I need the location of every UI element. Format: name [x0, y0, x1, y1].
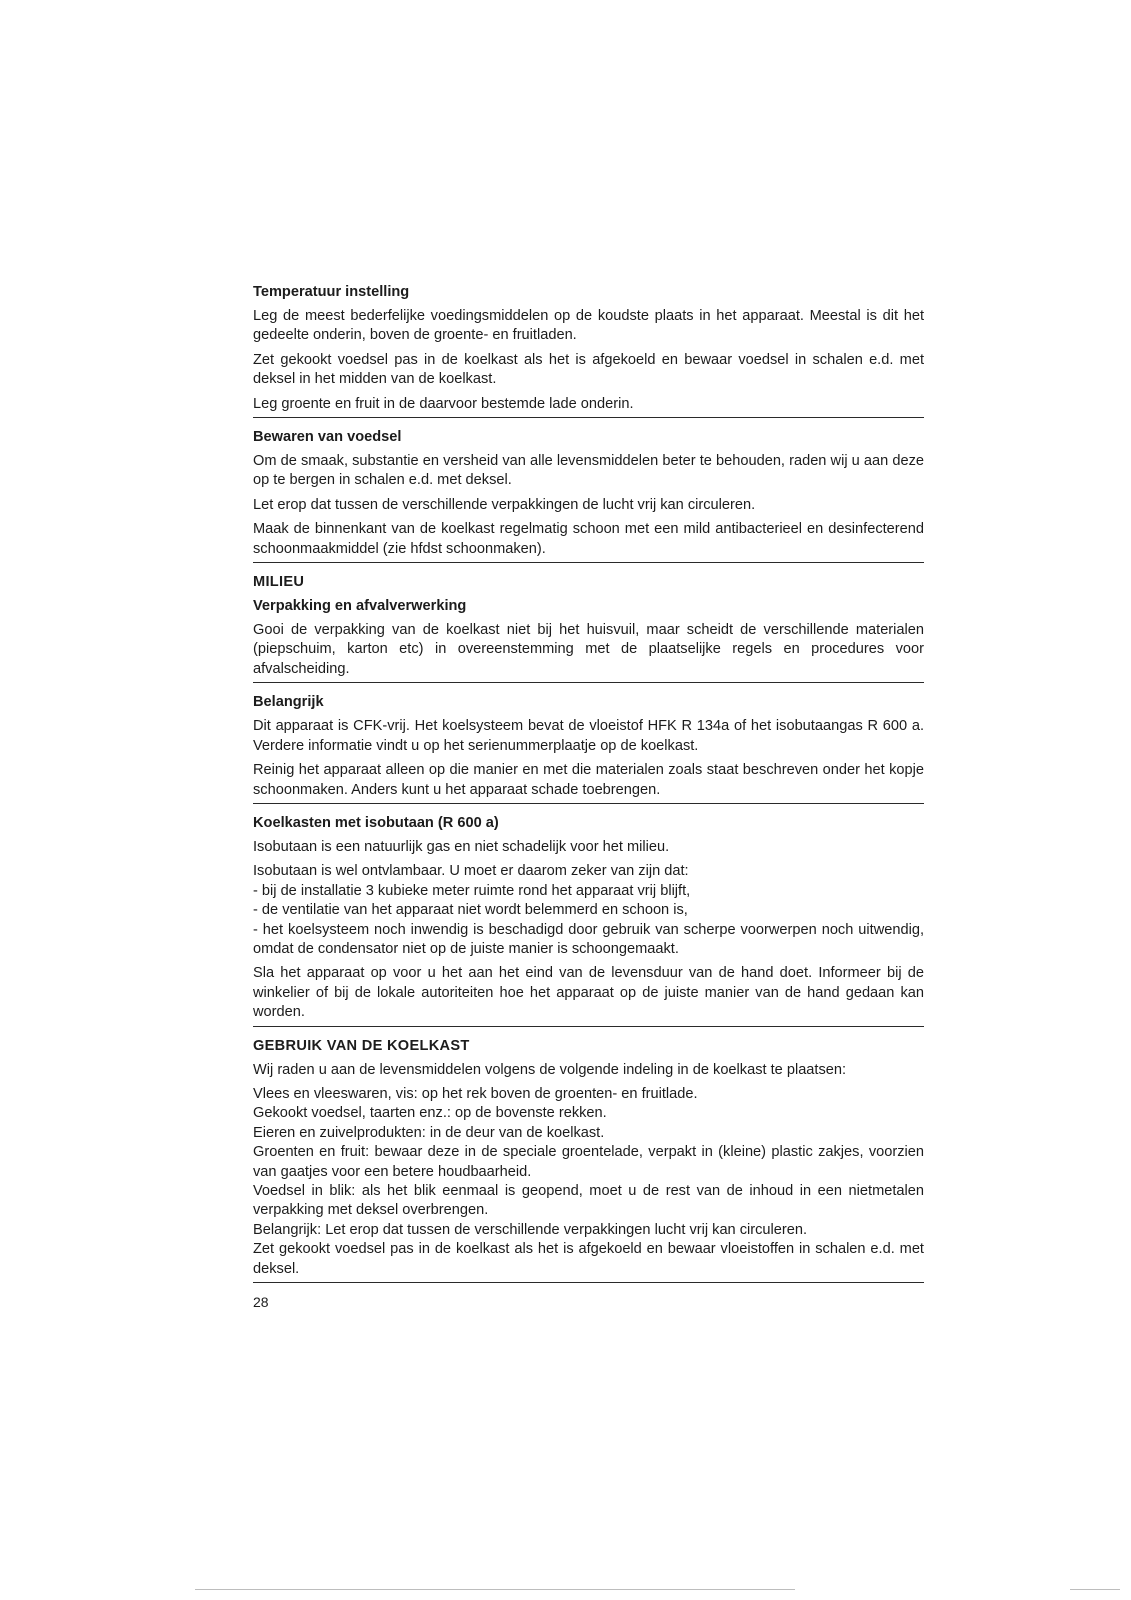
paragraph: Leg groente en fruit in de daarvoor bestemde lade onderin. [253, 395, 634, 412]
section-koelkasten-met-isobutaan [253, 814, 924, 1027]
section-temperatuur-instelling [253, 283, 924, 418]
line-group [253, 1085, 924, 1279]
paragraph: Wij raden u aan de levensmiddelen volgens de volgende indeling in de koelkast te plaatsen: [253, 1061, 847, 1078]
section-bewaren-van-voedsel [253, 428, 924, 563]
text-line: Gekookt voedsel, taarten enz.: op de bovenste rekken. [253, 1105, 607, 1122]
main-heading: GEBRUIK VAN DE KOELKAST [253, 1037, 470, 1054]
paragraph: Maak de binnenkant van de koelkast regelmatig schoon met een mild antibacterieel en desinfecterend schoonmaakmiddel (zie hfdst schoonmaken). [253, 521, 924, 557]
section-milieu [253, 573, 924, 592]
paragraph: Sla het apparaat op voor u het aan het eind van de levensduur van de hand doet. Informeer bij de winkelier of bij de lokale autoriteiten hoe het apparaat op de juiste manier van de hand gedaan kan worden. [253, 965, 924, 1021]
scan-edge-line [195, 1589, 795, 1590]
main-heading: MILIEU [253, 574, 305, 591]
paragraph: Dit apparaat is CFK-vrij. Het koelsysteem bevat de vloeistof HFK R 134a of het isobutaangas R 600 a. Verdere informatie vindt u op het serienummerplaatje op de koelkast. [253, 718, 924, 754]
paragraph: Isobutaan is een natuurlijk gas en niet schadelijk voor het milieu. [253, 838, 670, 855]
text-line: Zet gekookt voedsel pas in de koelkast als het is afgekoeld en bewaar vloeistoffen in schalen e.d. met deksel. [253, 1241, 924, 1277]
paragraph: Om de smaak, substantie en versheid van alle levensmiddelen beter te behouden, raden wij u aan deze op te bergen in schalen e.d. met deksel. [253, 453, 924, 489]
section-verpakking-en-afvalverwerking [253, 597, 924, 683]
text-line: Isobutaan is wel ontvlambaar. U moet er daarom zeker van zijn dat: [253, 863, 689, 880]
section-heading: Temperatuur instelling [253, 284, 410, 300]
paragraph: Gooi de verpakking van de koelkast niet bij het huisvuil, maar scheidt de verschillende materialen (piepschuim, karton etc) in overeenstemming met de plaatselijke regels en procedures voor afvalscheiding. [253, 622, 924, 677]
paragraph: Zet gekookt voedsel pas in de koelkast als het is afgekoeld en bewaar voedsel in schalen e.d. met deksel in het midden van de koelkast. [253, 351, 924, 388]
text-line: Vlees en vleeswaren, vis: op het rek boven de groenten- en fruitlade. [253, 1085, 698, 1102]
text-line: Belangrijk: Let erop dat tussen de verschillende verpakkingen lucht vrij kan circuleren. [253, 1221, 808, 1238]
section-heading: Verpakking en afvalverwerking [253, 598, 467, 615]
section-gebruik-van-de-koelkast [253, 1037, 924, 1283]
line-group [253, 862, 924, 959]
section-heading: Bewaren van voedsel [253, 429, 402, 446]
paragraph: Let erop dat tussen de verschillende verpakkingen de lucht vrij kan circuleren. [253, 496, 756, 513]
text-line: - het koelsysteem noch inwendig is beschadigd door gebruik van scherpe voorwerpen noch uitwendig, omdat de condensator niet op de juiste manier is schoongemaakt. [253, 921, 924, 957]
text-line: - bij de installatie 3 kubieke meter ruimte rond het apparaat vrij blijft, [253, 882, 691, 899]
section-heading: Koelkasten met isobutaan (R 600 a) [253, 814, 499, 831]
paragraph: Leg de meest bederfelijke voedingsmiddelen op de koudste plaats in het apparaat. Meestal is dit het gedeelte onderin, boven de groente- en fruitladen. [253, 308, 924, 344]
section-belangrijk [253, 693, 924, 804]
manual-page [253, 283, 924, 1312]
section-heading: Belangrijk [253, 694, 324, 711]
scan-edge-line [1070, 1589, 1120, 1590]
paragraph: Reinig het apparaat alleen op die manier en met die materialen zoals staat beschreven onder het kopje schoonmaken. Anders kunt u het apparaat schade toebrengen. [253, 762, 924, 798]
text-line: Eieren en zuivelprodukten: in de deur van de koelkast. [253, 1124, 605, 1141]
text-line: Groenten en fruit: bewaar deze in de speciale groentelade, verpakt in (kleine) plastic zakjes, voorzien van gaatjes voor een betere houdbaarheid. [253, 1144, 924, 1180]
text-line: Voedsel in blik: als het blik eenmaal is geopend, moet u de rest van de inhoud in een nietmetalen verpakking met deksel overbrengen. [253, 1183, 924, 1219]
page-number: 28 [253, 1294, 269, 1311]
text-line: - de ventilatie van het apparaat niet wordt belemmerd en schoon is, [253, 902, 688, 919]
